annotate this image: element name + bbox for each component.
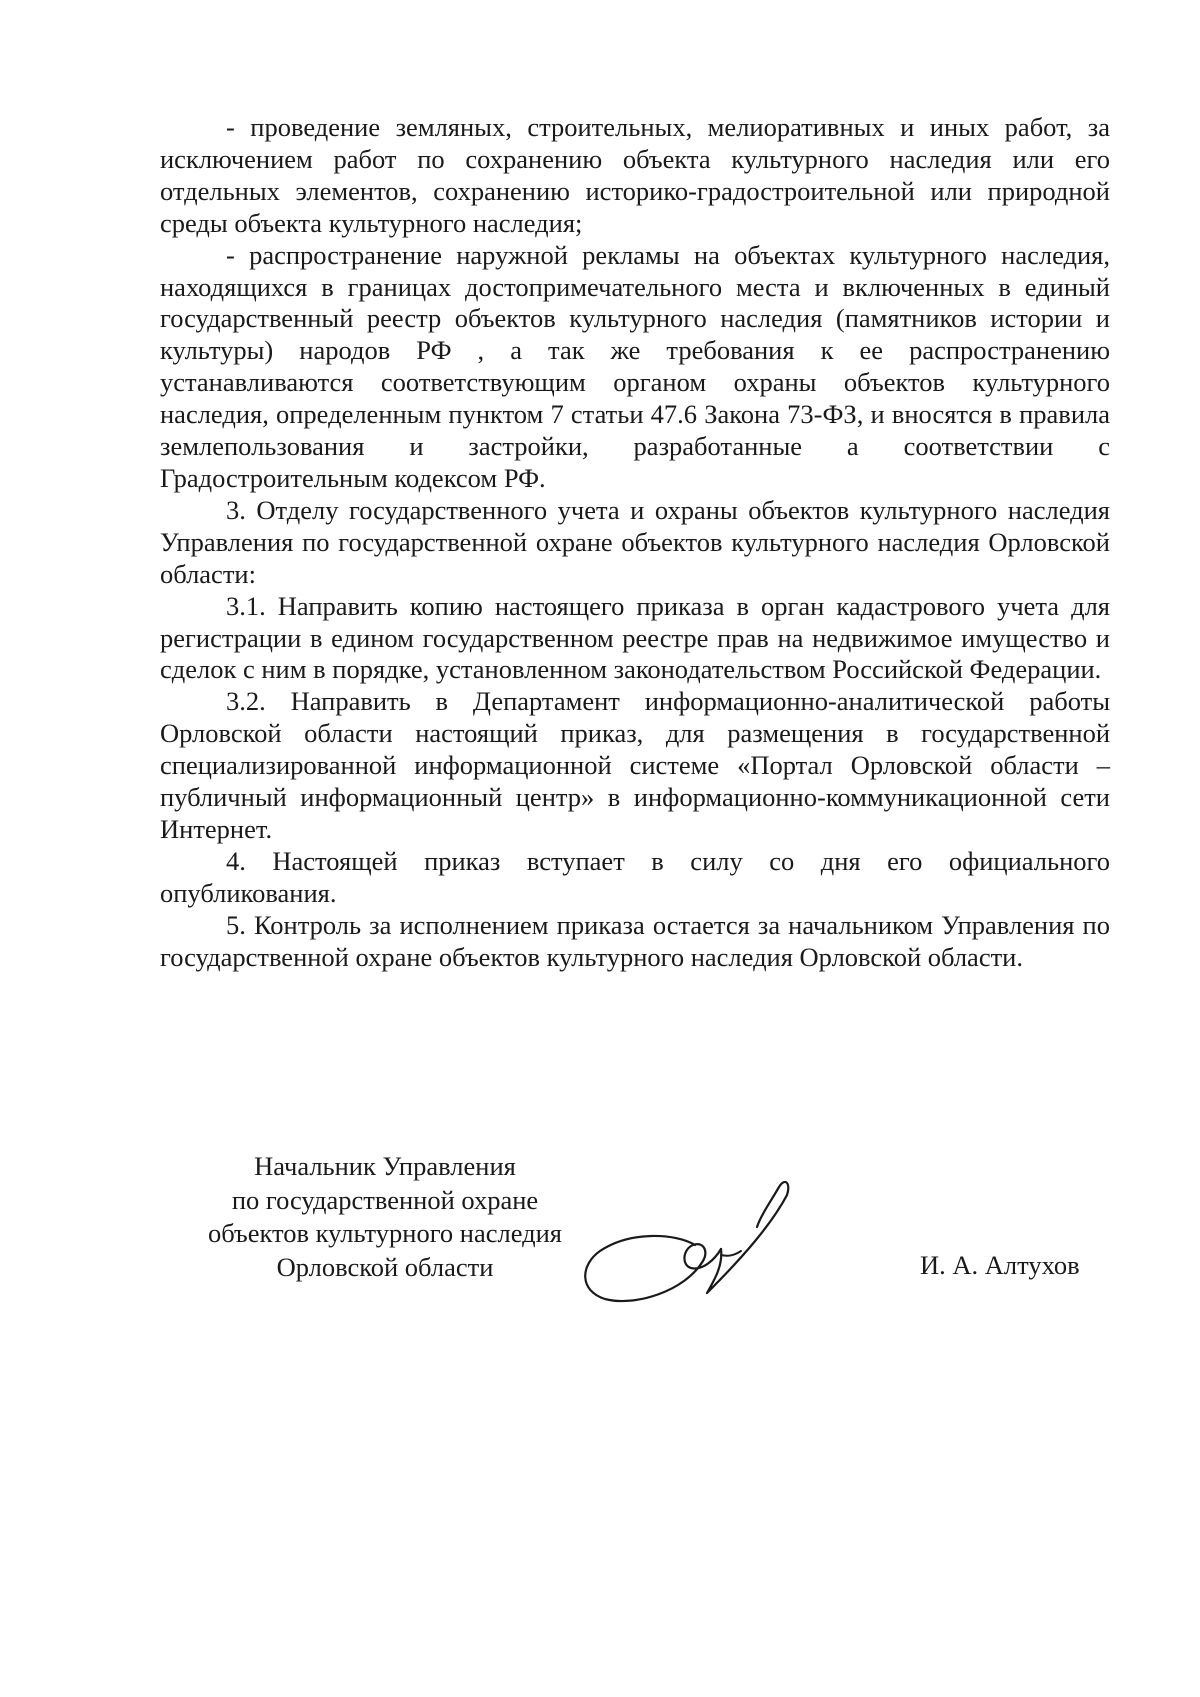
paragraph-item-4: 4. Настоящей приказ вступает в силу со дня его официального опубликования. [160,845,1110,908]
paragraph-item-3-2: 3.2. Направить в Департамент информационно-аналитической работы Орловской области настоящий приказ, для размещения в государственной специализированной информационной системе «Портал Орловской области – публичный информационный центр» в информационно-коммуникационной сети Интернет. [160,686,1110,844]
paragraph-advertising: - распространение наружной рекламы на объектах культурного наследия, находящихся в границах достопримечательного места и включенных в единый государственный реестр объектов культурного наследия (памятников истории и культуры) народов РФ , а так же требования к ее распространению устанавливаются соответствующим органом охраны объектов культурного наследия, определенным пунктом 7 статьи 47.6 Закона 73-ФЗ, и вносятся в правила землепользования и застройки, разработанные а соответствии с Градостроительным кодексом РФ. [160,239,1110,493]
signatory-title [160,1150,610,1284]
paragraph-item-3-1: 3.1. Направить копию настоящего приказа в орган кадастрового учета для регистрации в едином государственном реестре прав на недвижимое имущество и сделок с ним в порядке, установленном законодательством Российской Федерации. [160,590,1110,685]
signatory-title-line: Орловской области [276,1251,494,1282]
signatory-title-line: объектов культурного наследия [207,1218,562,1248]
signatory-title-line: по государственной охране [231,1184,539,1215]
paragraph-item-5: 5. Контроль за исполнением приказа остается за начальником Управления по государственной охране объектов культурного наследия Орловской области. [160,909,1110,972]
document-body [160,112,1110,973]
paragraph-item-3: 3. Отделу государственного учета и охраны объектов культурного наследия Управления по государственной охране объектов культурного наследия Орловской области: [160,494,1110,589]
paragraph-earthworks: - проведение земляных, строительных, мелиоративных и иных работ, за исключением работ по сохранению объекта культурного наследия или его отдельных элементов, сохранению историко-градостроительной или природной среды объекта культурного наследия; [160,112,1110,238]
signatory-title-line: Начальник Управления [254,1151,516,1181]
signatory-name: И. А. Алтухов [920,1250,1080,1280]
handwritten-signature-icon [575,1165,835,1315]
